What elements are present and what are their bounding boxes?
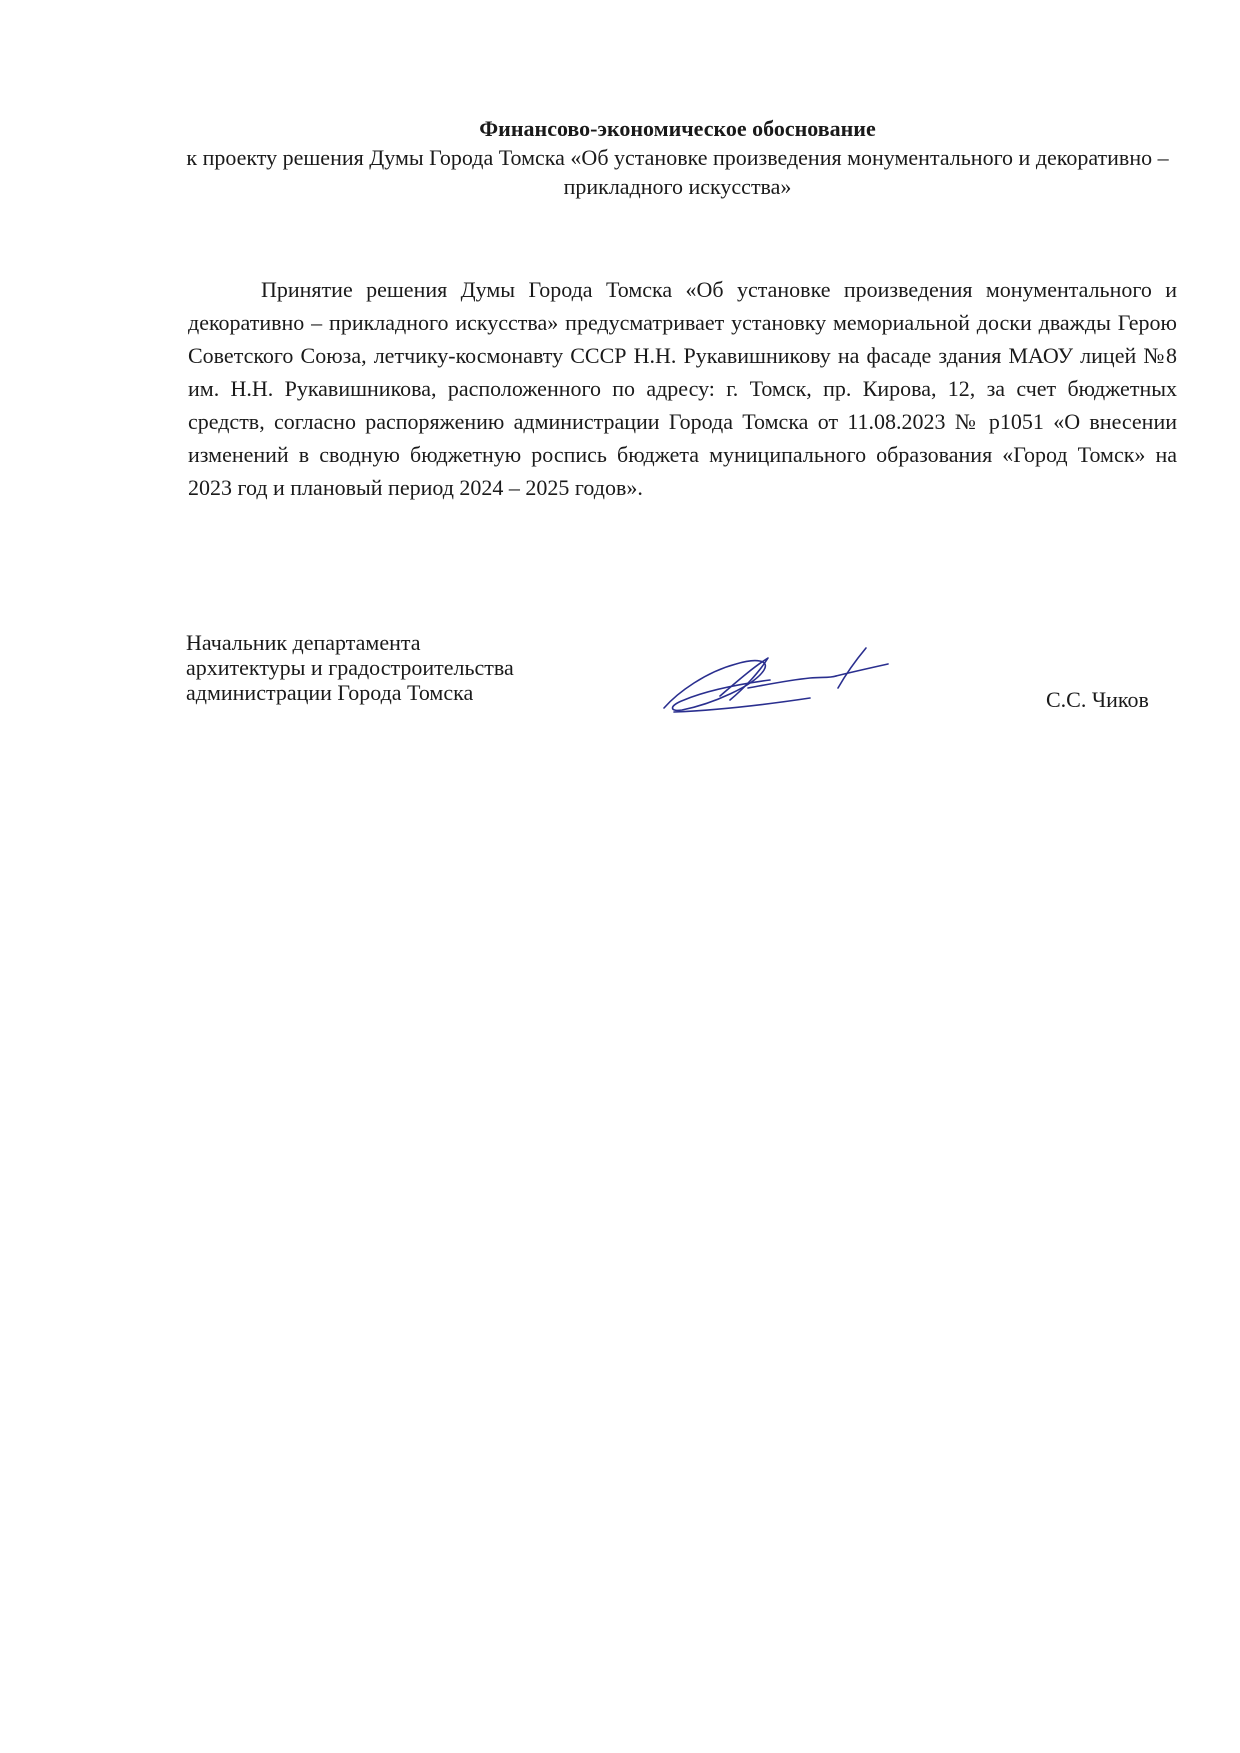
signer-name: С.С. Чиков [1046, 687, 1149, 712]
position-line-3: администрации Города Томска [186, 680, 474, 705]
document-header [185, 114, 1170, 201]
signatory-position [186, 630, 586, 705]
position-line-2: архитектуры и градостроительства [186, 655, 514, 680]
handwritten-signature [660, 640, 900, 718]
document-title: Финансово-экономическое обоснование [479, 116, 876, 141]
document-subtitle: к проекту решения Думы Города Томска «Об установке произведения монументального и декоративно – прикладного искусства» [186, 145, 1169, 199]
body-paragraph: Принятие решения Думы Города Томска «Об установке произведения монументального и декоративно – прикладного искусства» предусматривает установку мемориальной доски дважды Герою Советского Союза, летчику-космонавту СССР Н.Н. Рукавишникову на фасаде здания МАОУ лицей №8 им. Н.Н. Рукавишникова, расположенного по адресу: г. Томск, пр. Кирова, 12, за счет бюджетных средств, согласно распоряжению администрации Города Томска от 11.08.2023 № р1051 «О внесении изменений в сводную бюджетную роспись бюджета муниципального образования «Город Томск» на 2023 год и плановый период 2024 – 2025 годов». [188, 277, 1177, 500]
position-line-1: Начальник департамента [186, 630, 421, 655]
